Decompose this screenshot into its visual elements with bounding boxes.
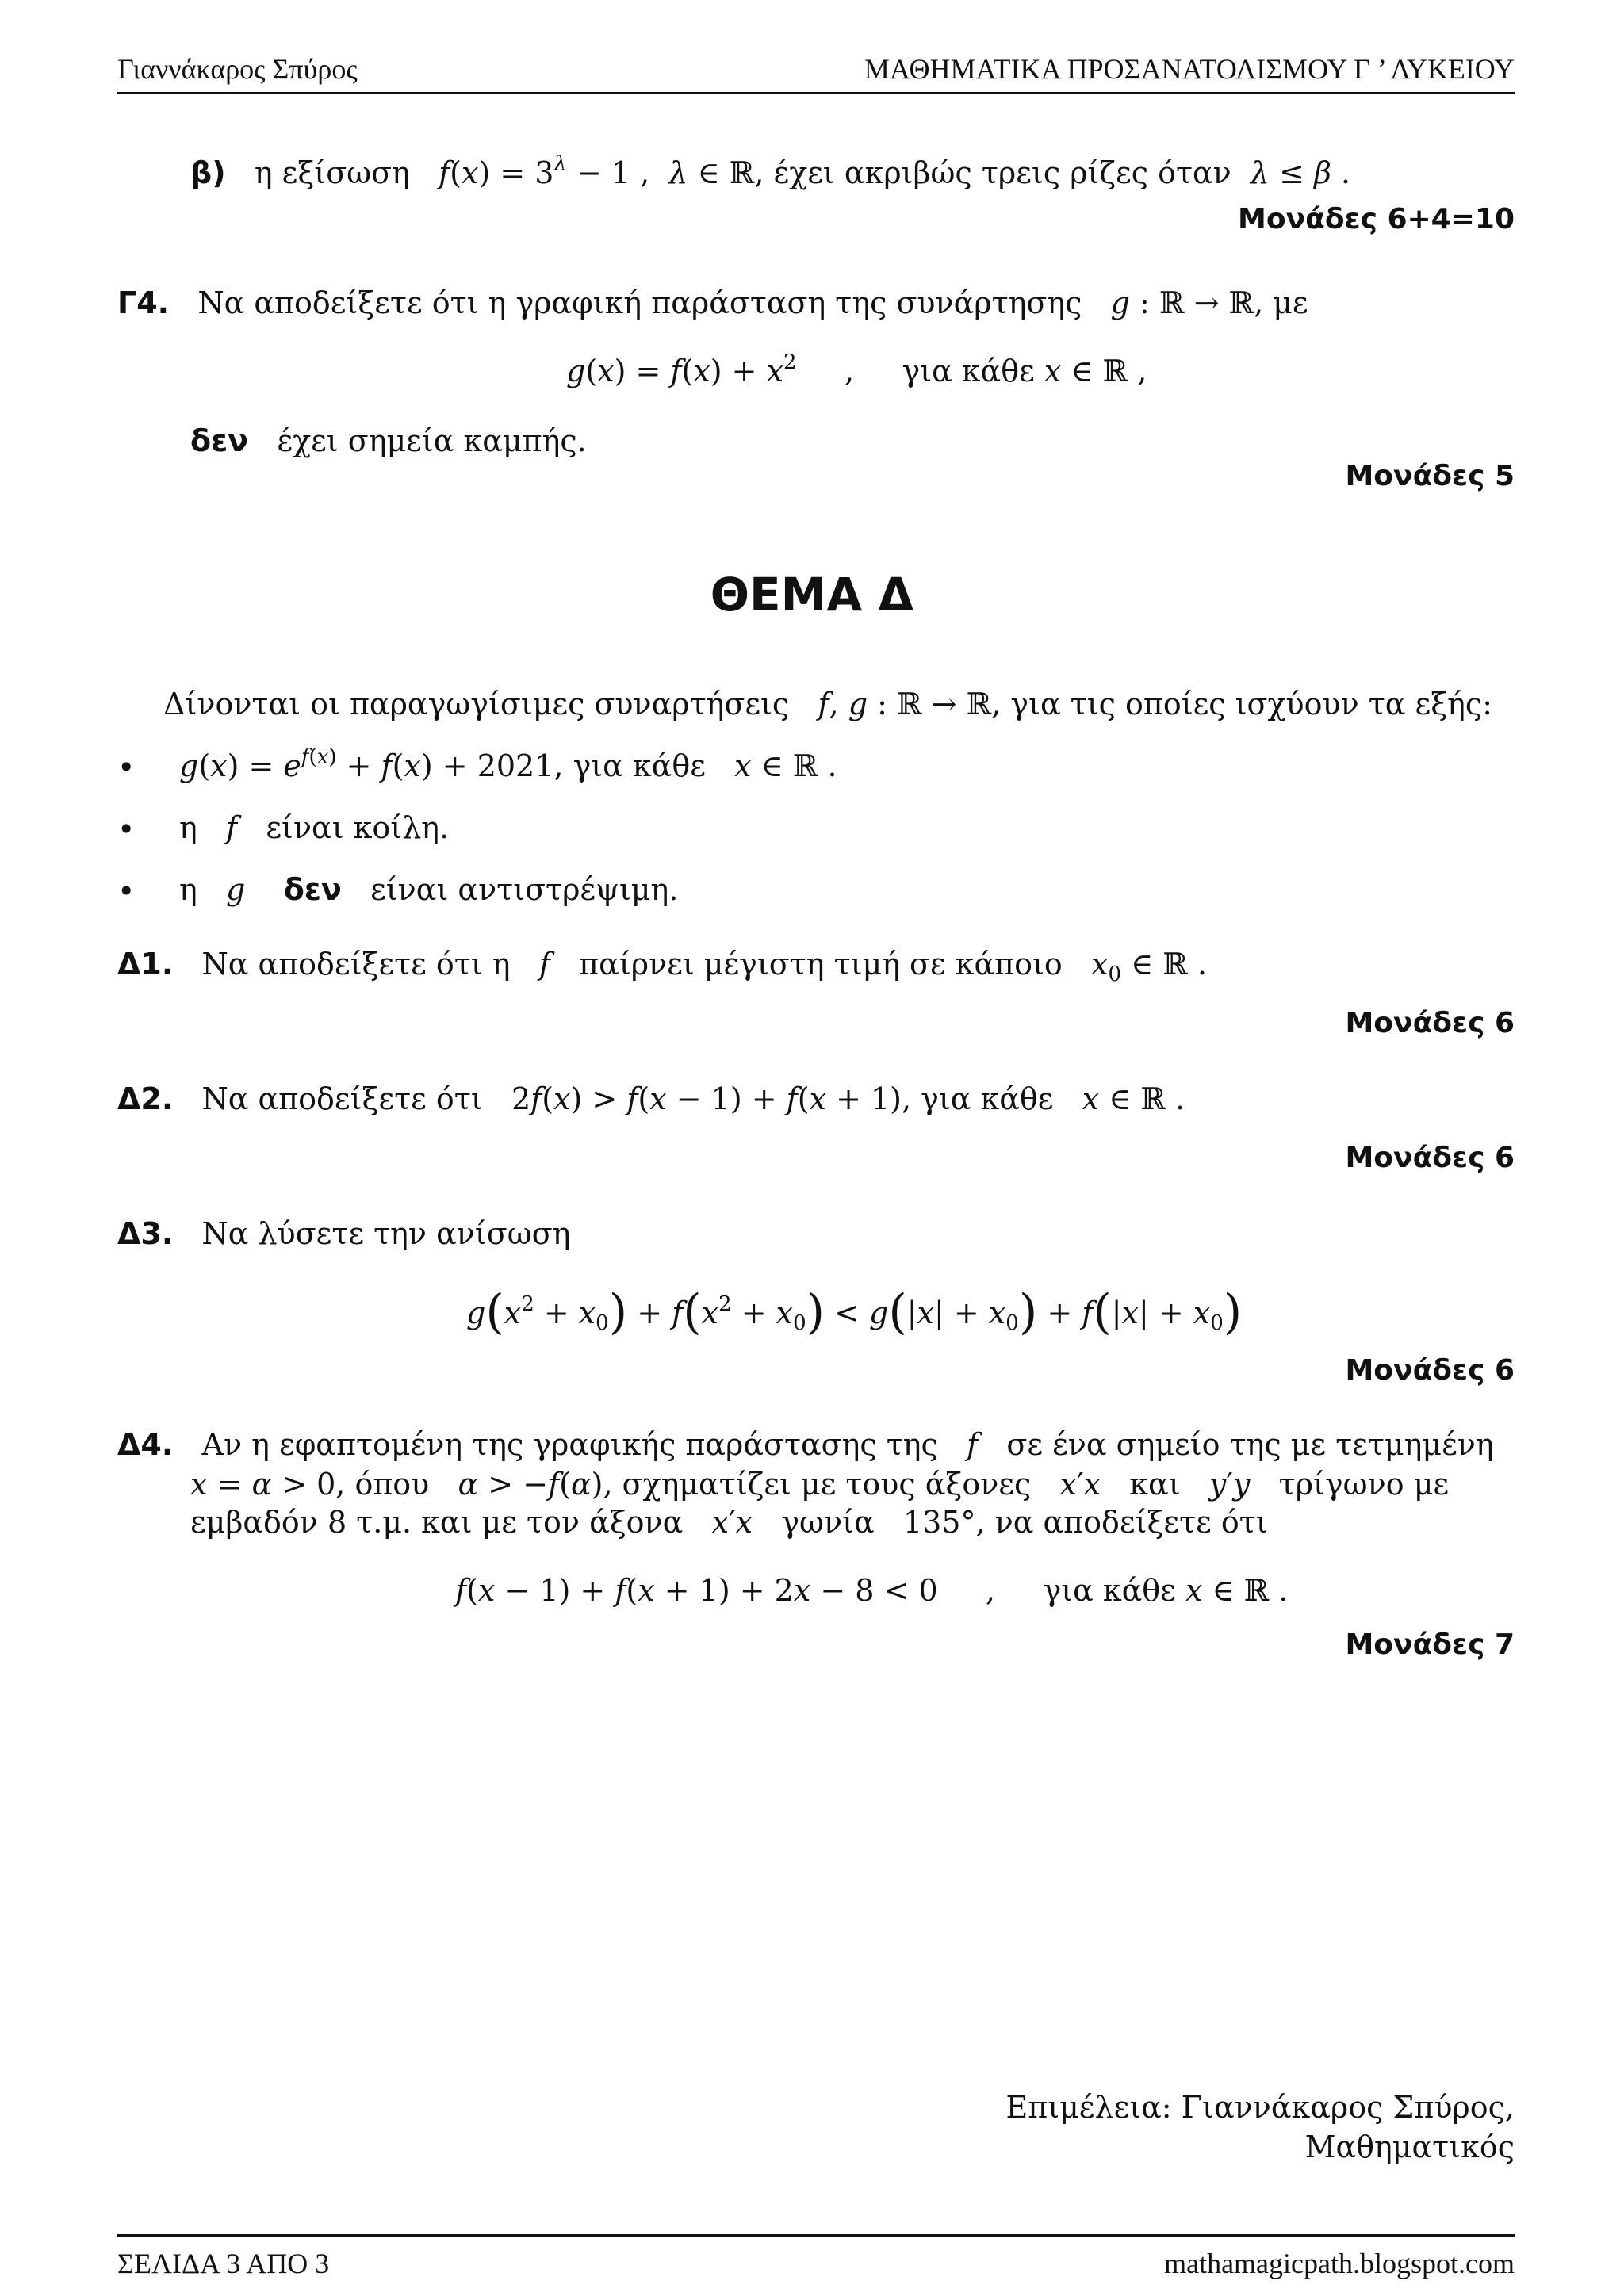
item-b-marks: Μονάδες 6+4=10	[1238, 203, 1515, 235]
g4-tail: έχει σημεία καμπής.	[277, 423, 587, 458]
d1-text-1: Να αποδείξετε ότι η	[201, 947, 511, 982]
intro-text-2: , για τις οποίες ισχύουν τα εξής:	[991, 687, 1492, 721]
d1-label: Δ1.	[117, 947, 174, 982]
d4-line2-a: , όπου	[335, 1467, 430, 1502]
signature-line-1: Επιμέλεια: Γιαννάκαρος Σπύρος,	[1005, 2090, 1515, 2125]
d4-inequality: f(x − 1) + f(x + 1) + 2x − 8 < 0 , για κάθε x ∈ ℝ .	[455, 1573, 1289, 1608]
d4-line3-b: γωνία	[781, 1505, 875, 1540]
bullet-1-text: , για κάθε	[553, 748, 706, 783]
d1-marks: Μονάδες 6	[1345, 1007, 1515, 1039]
item-b-text-1: η εξίσωση	[254, 155, 410, 190]
d4-line2-b: , σχηματίζει με τους άξονες	[603, 1467, 1032, 1502]
item-b-text-2: , έχει ακριβώς τρεις ρίζες όταν	[754, 155, 1231, 190]
footer-rule	[117, 2234, 1515, 2237]
bullet-2-dot: •	[117, 812, 136, 847]
header-subject: ΜΑΘΗΜΑΤΙΚΑ ΠΡΟΣΑΝΑΤΟΛΙΣΜΟΥ Γ ’ ΛΥΚΕΙΟΥ	[864, 53, 1515, 85]
g4-tail-line	[190, 423, 587, 458]
d4-line1: Αν η εφαπτομένη της γραφικής παράστασης της	[201, 1427, 938, 1462]
bullet-3: η g δεν είναι αντιστρέψιμη.	[179, 872, 679, 907]
d4-line3-c: , να αποδείξετε ότι	[975, 1505, 1268, 1540]
d4-line-2: x = α > 0, όπου α > −f(α), σχηματίζει με τους άξονες x′x και y′y τρίγωνο με	[190, 1467, 1450, 1502]
d1-line: Δ1. Να αποδείξετε ότι η f παίρνει μέγιστη τιμή σε κάποιο $x_0$ ∈ ℝ .	[117, 947, 1208, 986]
d3-marks: Μονάδες 6	[1345, 1354, 1515, 1387]
footer-site: mathamagicpath.blogspot.com	[1164, 2248, 1515, 2279]
g4-den: δεν	[190, 423, 249, 458]
d4-line3-a: εμβαδόν 8 τ.μ. και με τον άξονα	[190, 1505, 684, 1540]
bullet-1-dot: •	[117, 750, 136, 785]
d2-text-2: , για κάθε	[902, 1081, 1054, 1116]
d4-line-1: Δ4. Αν η εφαπτομένη της γραφικής παράστασης της f σε ένα σημείο της με τετμημένη	[117, 1427, 1494, 1462]
bullet-3-b: είναι αντιστρέψιμη.	[370, 872, 679, 907]
d3-label: Δ3.	[117, 1216, 174, 1251]
g4-marks: Μονάδες 5	[1345, 460, 1515, 492]
g4-line: Γ4. Να αποδείξετε ότι η γραφική παράσταση της συνάρτησης g : ℝ → ℝ, με	[117, 285, 1308, 320]
intro-line: Δίνονται οι παραγωγίσιμες συναρτήσεις f, g : ℝ → ℝ, για τις οποίες ισχύουν τα εξής:	[163, 687, 1492, 721]
bullet-2-a: η	[179, 810, 197, 845]
bullet-2: η f είναι κοίλη.	[179, 810, 450, 845]
header-rule	[117, 92, 1515, 94]
d4-label: Δ4.	[117, 1427, 174, 1462]
d2-label: Δ2.	[117, 1081, 174, 1116]
d4-line-3: εμβαδόν 8 τ.μ. και με τον άξονα x′x γωνία 135°, να αποδείξετε ότι	[190, 1505, 1268, 1540]
d4-eq-text: για κάθε	[1043, 1573, 1176, 1608]
item-b-label: β)	[190, 155, 226, 190]
bullet-3-dot: •	[117, 874, 136, 909]
g4-text-end: , με	[1254, 285, 1308, 320]
intro-text-1: Δίνονται οι παραγωγίσιμες συναρτήσεις	[163, 687, 790, 721]
d2-text-1: Να αποδείξετε ότι	[201, 1081, 483, 1116]
d4-marks: Μονάδες 7	[1345, 1628, 1515, 1661]
d3-line	[117, 1216, 570, 1251]
g4-label: Γ4.	[117, 285, 170, 320]
signature-line-2: Μαθηματικός	[1304, 2130, 1515, 2164]
d4-line2-d: τρίγωνο με	[1278, 1467, 1450, 1502]
footer-page: ΣΕΛΙΔΑ 3 ΑΠΟ 3	[117, 2248, 330, 2279]
bullet-2-b: είναι κοίλη.	[266, 810, 450, 845]
d1-text-2: παίρνει μέγιστη τιμή σε κάποιο	[579, 947, 1063, 982]
bullet-3-a: η	[179, 872, 197, 907]
d4-line1-b: σε ένα σημείο της με τετμημένη	[1006, 1427, 1494, 1462]
item-b-line: β) η εξίσωση $f(x) = 3^\lambda - 1$ , λ ∈ ℝ, έχει ακριβώς τρεις ρίζες όταν λ ≤ β .	[190, 152, 1351, 190]
bullet-1: $g(x) = e^{f(x)} + f(x) + 2021$, για κάθε x ∈ ℝ .	[179, 745, 837, 783]
g4-text: Να αποδείξετε ότι η γραφική παράσταση της συνάρτησης	[197, 285, 1082, 320]
d4-line2-c: και	[1129, 1467, 1181, 1502]
header-author: Γιαννάκαρος Σπύρος	[117, 53, 358, 85]
theme-title: ΘΕΜΑ Δ	[710, 568, 914, 622]
d3-text: Να λύσετε την ανίσωση	[201, 1216, 571, 1251]
g4-equation: $g(x) = f(x) + x^2$ , για κάθε x ∈ ℝ ,	[566, 350, 1147, 388]
d3-inequality: $g(x^2 + x_0) + f(x^2 + x_0) < g(|x| + x_0) + f(|x| + x_0)$	[466, 1284, 1243, 1340]
bullet-3-den: δεν	[283, 872, 342, 907]
item-b-equation: f	[439, 155, 450, 190]
d2-marks: Μονάδες 6	[1345, 1142, 1515, 1174]
d2-line: Δ2. Να αποδείξετε ότι 2f(x) > f(x − 1) + f(x + 1), για κάθε x ∈ ℝ .	[117, 1081, 1185, 1116]
g4-eq-text: για κάθε	[902, 354, 1035, 388]
